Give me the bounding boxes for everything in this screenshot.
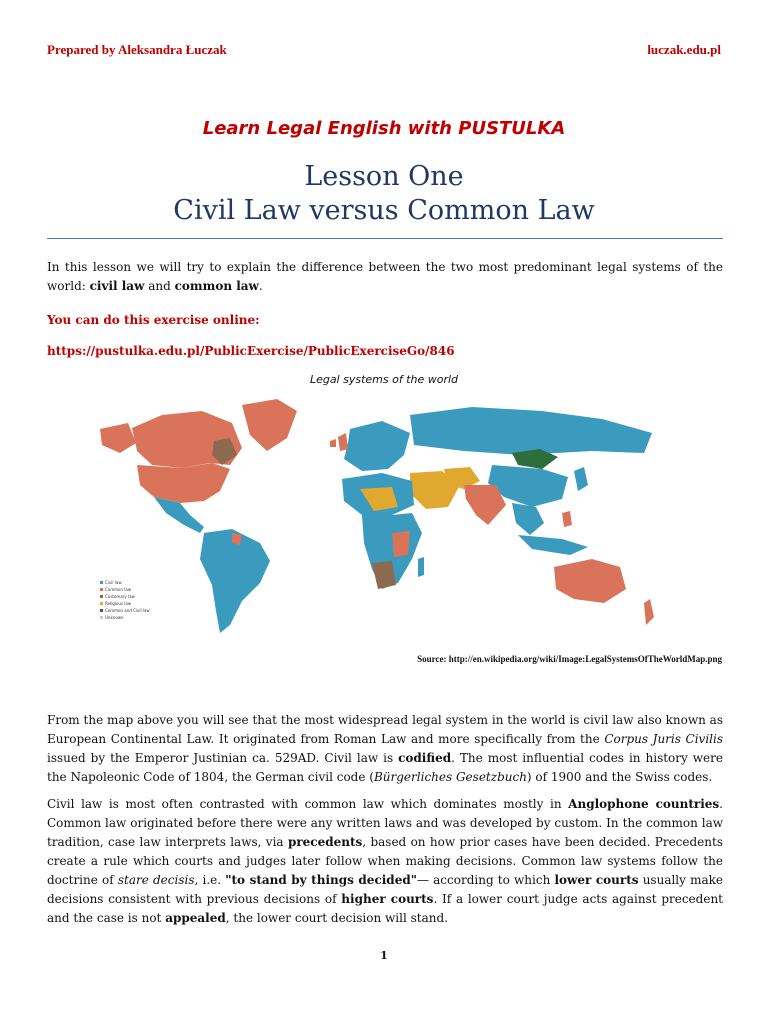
para1-codified: codified: [398, 751, 452, 765]
legend-swatch-unknown: [100, 616, 103, 619]
east-africa-shape: [392, 531, 410, 557]
para2-text-a: Civil law is most often contrasted with common law which dominates mostly in: [47, 797, 569, 811]
legend-swatch-customary: [100, 595, 103, 598]
map-source[interactable]: Source: http://en.wikipedia.org/wiki/Image:LegalSystemsOfTheWorldMap.png: [417, 654, 722, 664]
intro-text: In this lesson we will try to explain the difference between the two most predominant legal systems of the world:: [47, 260, 723, 293]
world-legal-systems-map: [92, 393, 682, 641]
author-credit: Prepared by Aleksandra Łuczak: [47, 42, 227, 57]
paragraph-common-law: [47, 795, 723, 928]
legend-swatch-civil: [100, 581, 103, 584]
para2-text-h: , the lower court decision will stand.: [225, 911, 448, 925]
title-line-1: Lesson One: [304, 161, 464, 192]
map-caption: Legal systems of the world: [309, 373, 459, 386]
intro-and: and: [144, 279, 175, 293]
para2-text-g: . If a lower court judge acts against precedent and the case is not: [47, 892, 723, 925]
title-line-2: Civil Law versus Common Law: [173, 195, 595, 226]
para1-text-d: ) of 1900 and the Swiss codes.: [526, 770, 713, 784]
para2-precedents: precedents: [287, 835, 363, 849]
intro-common-law: common law: [174, 279, 259, 293]
para2-stare-decisis: stare decisis: [117, 873, 195, 887]
para2-appealed: appealed: [165, 911, 226, 925]
legend-label-mixed: Common and Civil law: [105, 608, 150, 613]
madagascar-shape: [418, 557, 424, 577]
legend-label-unknown: Unknown: [105, 615, 124, 620]
page-number: 1: [380, 949, 388, 962]
para2-text-d: , i.e.: [194, 873, 226, 887]
para2-text-b: . Common law originated before there were any written laws and was developed by custom. In the common law tradition, case law interprets laws, via: [47, 797, 723, 849]
intro-paragraph: [47, 258, 723, 296]
intro-civil-law: civil law: [89, 279, 145, 293]
para1-text-b: issued by the Emperor Justinian ca. 529AD. Civil law is: [47, 751, 399, 765]
legend-label-civil: Civil law: [105, 580, 122, 585]
page-header: [47, 42, 721, 58]
para1-corpus: Corpus Juris Civilis: [604, 732, 723, 746]
legend-swatch-common: [100, 588, 103, 591]
para1-text-c: . The most influential codes in history were the Napoleonic Code of 1804, the German civil code (: [47, 751, 723, 784]
legend-swatch-religious: [100, 602, 103, 605]
para2-text-c: , based on how prior cases have been decided. Precedents create a rule which courts and judges later follow when making decisions. Common law systems follow the doctrine of: [47, 835, 723, 887]
title-divider: [47, 238, 723, 239]
legend-label-religious: Religious law: [105, 601, 132, 606]
intro-end: .: [258, 279, 263, 293]
learn-title: Learn Legal English with PUSTULKA: [202, 118, 566, 139]
paragraph-civil-law: [47, 711, 723, 787]
page-title: [0, 160, 768, 228]
legend-label-common: Common law: [105, 587, 132, 592]
site-link[interactable]: luczak.edu.pl: [647, 42, 721, 57]
para2-text-f: usually make decisions consistent with previous decisions of: [47, 873, 723, 906]
para1-bgb: Bürgerliches Gesetzbuch: [373, 770, 527, 784]
para2-text-e: — according to which: [416, 873, 555, 887]
para2-lower-courts: lower courts: [554, 873, 639, 887]
para2-anglophone: Anglophone countries: [568, 797, 720, 811]
online-label: You can do this exercise online:: [47, 313, 260, 327]
legend-swatch-mixed: [100, 609, 103, 612]
para1-text-a: From the map above you will see that the most widespread legal system in the world is civil law also known as European Continental Law. It originated from Roman Law and more specifically from the: [47, 713, 723, 746]
para2-higher-courts: higher courts: [341, 892, 434, 906]
legend-label-customary: Customary law: [105, 594, 135, 599]
online-url-link[interactable]: https://pustulka.edu.pl/PublicExercise/PublicExerciseGo/846: [47, 344, 455, 358]
para2-quote: "to stand by things decided": [225, 873, 417, 887]
